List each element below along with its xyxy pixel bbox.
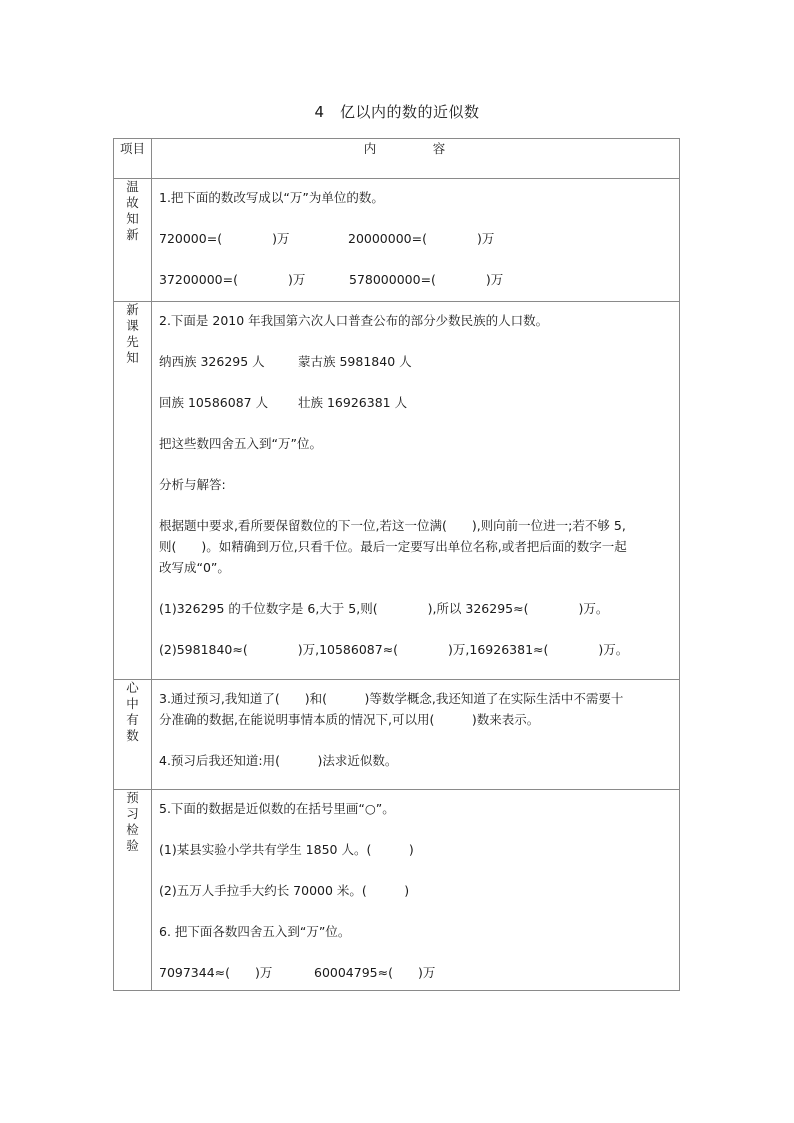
section-content-review <box>152 179 680 302</box>
hui-population: 回族 10586087 人 <box>159 395 269 410</box>
problem-2: (2)5981840≈( )万,10586087≈( )万,16926381≈( )万。 <box>159 642 629 657</box>
label-char: 预 <box>126 790 139 805</box>
header-item: 项目 <box>114 139 152 179</box>
section-label-review <box>114 179 152 302</box>
rule-line: 改写成“0”。 <box>159 560 230 575</box>
label-char: 有 <box>126 712 139 727</box>
label-char: 数 <box>126 728 139 743</box>
label-char: 新 <box>126 302 139 317</box>
menggu-population: 蒙古族 5981840 人 <box>298 354 412 369</box>
problem-1: (1)326295 的千位数字是 6,大于 5,则( ),所以 326295≈( )万。 <box>159 601 609 616</box>
section-label-check <box>114 790 152 991</box>
question-6: 6. 把下面各数四舍五入到“万”位。 <box>159 924 351 939</box>
section-label-new-lesson <box>114 302 152 680</box>
label-char: 温 <box>126 179 139 194</box>
label-char: 心 <box>126 680 139 695</box>
population-row <box>159 351 672 372</box>
label-char: 知 <box>126 211 139 226</box>
rule-line: 根据题中要求,看所要保留数位的下一位,若这一位满( ),则向前一位进一;若不够 5, <box>159 518 626 533</box>
blank-60004795: 60004795≈( )万 <box>314 965 436 980</box>
label-char: 检 <box>126 822 139 837</box>
section-check <box>114 790 680 991</box>
blank-7097344: 7097344≈( )万 <box>159 965 273 980</box>
question-5: 5.下面的数据是近似数的在括号里画“○”。 <box>159 801 395 816</box>
label-char: 故 <box>126 195 139 210</box>
analysis-heading: 分析与解答: <box>159 477 226 492</box>
label-char: 知 <box>126 350 139 365</box>
round-instruction: 把这些数四舍五入到“万”位。 <box>159 436 322 451</box>
table-header-row <box>114 139 680 179</box>
label-char: 先 <box>126 334 139 349</box>
question-2: 2.下面是 2010 年我国第六次人口普查公布的部分少数民族的人口数。 <box>159 313 549 328</box>
section-content-summary <box>152 680 680 790</box>
answer-row <box>159 228 672 249</box>
question-3-line1: 3.通过预习,我知道了( )和( )等数学概念,我还知道了在实际生活中不需要十 <box>159 691 624 706</box>
blank-720000: 720000=( )万 <box>159 231 290 246</box>
zhuang-population: 壮族 16926381 人 <box>298 395 408 410</box>
item-1: (1)某县实验小学共有学生 1850 人。( ) <box>159 842 414 857</box>
blank-37200000: 37200000=( )万 <box>159 272 306 287</box>
section-review <box>114 179 680 302</box>
question-4: 4.预习后我还知道:用( )法求近似数。 <box>159 753 398 768</box>
naxi-population: 纳西族 326295 人 <box>159 354 265 369</box>
worksheet-table <box>113 138 680 991</box>
blank-20000000: 20000000=( )万 <box>348 231 495 246</box>
page-title: 4 亿以内的数的近似数 <box>314 103 480 121</box>
blank-578000000: 578000000=( )万 <box>349 272 504 287</box>
question-1: 1.把下面的数改写成以“万”为单位的数。 <box>159 190 384 205</box>
label-char: 中 <box>126 696 139 711</box>
population-row <box>159 392 672 413</box>
section-new-lesson <box>114 302 680 680</box>
section-content-new-lesson <box>152 302 680 680</box>
section-summary <box>114 680 680 790</box>
label-char: 习 <box>126 806 139 821</box>
header-content: 内 容 <box>152 139 680 179</box>
label-char: 验 <box>126 838 139 853</box>
answer-row <box>159 962 672 983</box>
section-content-check <box>152 790 680 991</box>
answer-row <box>159 269 672 290</box>
label-char: 新 <box>126 227 139 242</box>
item-2: (2)五万人手拉手大约长 70000 米。( ) <box>159 883 410 898</box>
label-char: 课 <box>126 318 139 333</box>
section-label-summary <box>114 680 152 790</box>
rule-line: 则( )。如精确到万位,只看千位。最后一定要写出单位名称,或者把后面的数字一起 <box>159 539 627 554</box>
question-3-line2: 分准确的数据,在能说明事情本质的情况下,可以用( )数来表示。 <box>159 712 540 727</box>
